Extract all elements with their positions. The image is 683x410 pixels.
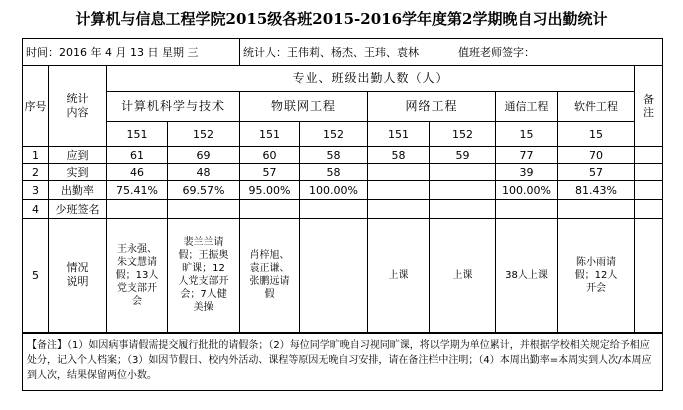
- page-title: 计算机与信息工程学院2015级各班2015-2016学年度第2学期晚自习出勤统计: [75, 10, 608, 28]
- header-row-1: [23, 66, 663, 92]
- table-row: [23, 164, 663, 181]
- row-value: [430, 181, 496, 200]
- signature-cell: [300, 200, 368, 219]
- situation-cell: 肖梓旭、袁正谦、张鹏远请假: [240, 219, 300, 333]
- footnote: 【备注】（1）如因病事请假需提交履行批批的请假条；（2）每位同学旷晚自习视同旷课，将以学期为单位累计，并根据学校相关规定给予相应处分，记入个人档案；（3）如因节假日、校内外活动、课程等原因无晚自习安排，请在备注栏中注明；（4）本周出勤率=本周实到人次/本周应到人次，结果保留两位小数。: [23, 333, 663, 391]
- row-value: 100.00%: [496, 181, 558, 200]
- class-code: 151: [368, 122, 430, 147]
- table-row: [23, 147, 663, 164]
- header-row-majors: [23, 92, 663, 122]
- row-seq: 3: [23, 181, 49, 200]
- situation-cell: 陈小雨请假；12人开会: [558, 219, 635, 333]
- row-value: 77: [496, 147, 558, 164]
- row-value: [430, 164, 496, 181]
- stats-people: 统计人：王伟莉、杨杰、王玮、袁林: [243, 45, 420, 59]
- row-seq: 2: [23, 164, 49, 181]
- row-remark: [635, 181, 663, 200]
- time-cell: 时间：2016 年 4 月 13 日 星期 三: [23, 39, 240, 66]
- stat-content-header: 统计内容: [49, 66, 107, 147]
- class-code: 151: [240, 122, 300, 147]
- major-iot: 物联网工程: [240, 92, 368, 122]
- class-code: 15: [558, 122, 635, 147]
- signature-cell: [558, 200, 635, 219]
- signature-cell: [107, 200, 168, 219]
- row-value: 95.00%: [240, 181, 300, 200]
- situation-cell: 上课: [430, 219, 496, 333]
- row-value: 60: [240, 147, 300, 164]
- row-label: 少班签名: [49, 200, 107, 219]
- row-value: 58: [300, 164, 368, 181]
- major-cs: 计算机科学与技术: [107, 92, 240, 122]
- row-value: 75.41%: [107, 181, 168, 200]
- row-value: 48: [168, 164, 240, 181]
- class-code: 151: [107, 122, 168, 147]
- attendance-sheet: [22, 38, 662, 391]
- header-row-classes: [23, 122, 663, 147]
- group-title: 专业、班级出勤人数（人）: [107, 66, 635, 92]
- row-value: 61: [107, 147, 168, 164]
- situation-cell: 38人上课: [496, 219, 558, 333]
- major-software: 软件工程: [558, 92, 635, 122]
- row-value: 70: [558, 147, 635, 164]
- info-row: [23, 39, 663, 66]
- row-value: 57: [558, 164, 635, 181]
- row-value: 46: [107, 164, 168, 181]
- major-comm: 通信工程: [496, 92, 558, 122]
- situation-cell: 裴兰兰请假；王振奥旷课；12人党支部开会；7人健美操: [168, 219, 240, 333]
- row-value: 69.57%: [168, 181, 240, 200]
- stats-cell: [240, 39, 663, 66]
- row-seq: 5: [23, 219, 49, 333]
- situation-row: [23, 219, 663, 333]
- row-label: 情况说明: [49, 219, 107, 333]
- major-network: 网络工程: [368, 92, 496, 122]
- row-value: 59: [430, 147, 496, 164]
- remark-header: 备注: [635, 66, 663, 147]
- row-value: [368, 164, 430, 181]
- signature-cell: [430, 200, 496, 219]
- row-value: 39: [496, 164, 558, 181]
- table-row: [23, 181, 663, 200]
- row-value: [368, 181, 430, 200]
- row-value: 100.00%: [300, 181, 368, 200]
- row-value: 81.43%: [558, 181, 635, 200]
- row-remark: [635, 219, 663, 333]
- situation-cell: [300, 219, 368, 333]
- class-code: 15: [496, 122, 558, 147]
- row-value: 58: [368, 147, 430, 164]
- note-row: [23, 333, 663, 391]
- row-seq: 1: [23, 147, 49, 164]
- signature-cell: [240, 200, 300, 219]
- row-label: 应到: [49, 147, 107, 164]
- row-value: 58: [300, 147, 368, 164]
- situation-cell: 王永强、朱文慧请假；13人党支部开会: [107, 219, 168, 333]
- attendance-table: [22, 38, 663, 391]
- signature-cell: [368, 200, 430, 219]
- seq-header: 序号: [23, 66, 49, 147]
- row-label: 出勤率: [49, 181, 107, 200]
- row-seq: 4: [23, 200, 49, 219]
- class-code: 152: [300, 122, 368, 147]
- teacher-signature-label: 值班老师签字：: [458, 45, 536, 59]
- signature-cell: [496, 200, 558, 219]
- class-code: 152: [168, 122, 240, 147]
- signature-cell: [168, 200, 240, 219]
- row-value: 69: [168, 147, 240, 164]
- class-code: 152: [430, 122, 496, 147]
- row-label: 实到: [49, 164, 107, 181]
- row-value: 57: [240, 164, 300, 181]
- situation-cell: 上课: [368, 219, 430, 333]
- row-remark: [635, 147, 663, 164]
- row-remark: [635, 200, 663, 219]
- table-row: [23, 200, 663, 219]
- row-remark: [635, 164, 663, 181]
